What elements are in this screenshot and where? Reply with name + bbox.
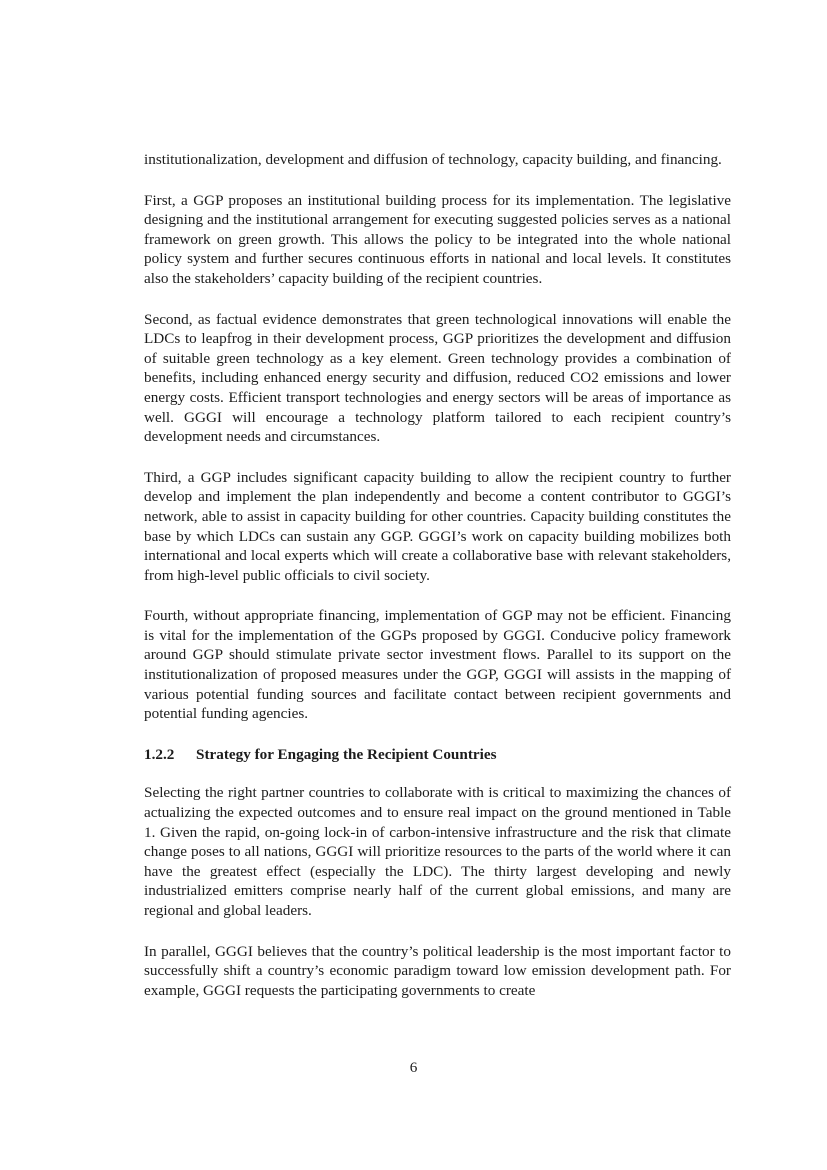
section-number: 1.2.2 — [144, 745, 175, 763]
paragraph-first-institutional: First, a GGP proposes an institutional building process for its implementation. The legislative designing and the institutional arrangement for executing suggested policies serves as a national framework on green growth. This allows the policy to be integrated into the whole national policy system and further secures continuous efforts in national and local levels. It constitutes also the stakeholders’ capacity building of the recipient countries. — [144, 191, 731, 287]
paragraph-political-leadership: In parallel, GGGI believes that the country’s political leadership is the most important factor to successfully shift a country’s economic paradigm toward low emission development path. For example, GGGI requests the participating governments to create — [144, 942, 731, 999]
paragraph-continuation: institutionalization, development and diffusion of technology, capacity building, and financing. — [144, 151, 722, 168]
section-title: Strategy for Engaging the Recipient Countries — [196, 745, 497, 763]
paragraph-third-capacity: Third, a GGP includes significant capacity building to allow the recipient country to further develop and implement the plan independently and become a content contributor to GGGI’s network, able to assist in capacity building for other countries. Capacity building constitutes the base by which LDCs can sustain any GGP. GGGI’s work on capacity building mobilizes both international and local experts which will create a collaborative base with relevant stakeholders, from high-level public officials to civil society. — [144, 468, 731, 584]
section-heading — [144, 745, 731, 765]
paragraph-partner-selection: Selecting the right partner countries to collaborate with is critical to maximizing the chances of actualizing the expected outcomes and to ensure real impact on the ground mentioned in Table 1. Given the rapid, on-going lock-in of carbon-intensive infrastructure and the risk that climate change poses to all nations, GGGI will prioritize resources to the parts of the world where it can have the greatest effect (especially the LDC). The thirty largest developing and newly industrialized emitters comprise nearly half of the current global emissions, and many are regional and global leaders. — [144, 784, 731, 919]
page-body — [144, 150, 731, 1021]
paragraph-second-technology: Second, as factual evidence demonstrates that green technological innovations will enable the LDCs to leapfrog in their development process, GGP prioritizes the development and diffusion of suitable green technology as a key element. Green technology provides a combination of benefits, including enhanced energy security and diffusion, reduced CO2 emissions and lower energy costs. Efficient transport technologies and energy sectors will be areas of importance as well. GGGI will encourage a technology platform tailored to each recipient country’s development needs and circumstances. — [144, 310, 731, 446]
page-number: 6 — [409, 1059, 418, 1076]
paragraph-fourth-financing: Fourth, without appropriate financing, implementation of GGP may not be efficient. Financing is vital for the implementation of the GGPs proposed by GGGI. Conducive policy framework around GGP should stimulate private sector investment flows. Parallel to its support on the institutionalization of proposed measures under the GGP, GGGI will assists in the mapping of various potential funding sources and facilitate contact between recipient governments and potential funding agencies. — [144, 607, 731, 723]
